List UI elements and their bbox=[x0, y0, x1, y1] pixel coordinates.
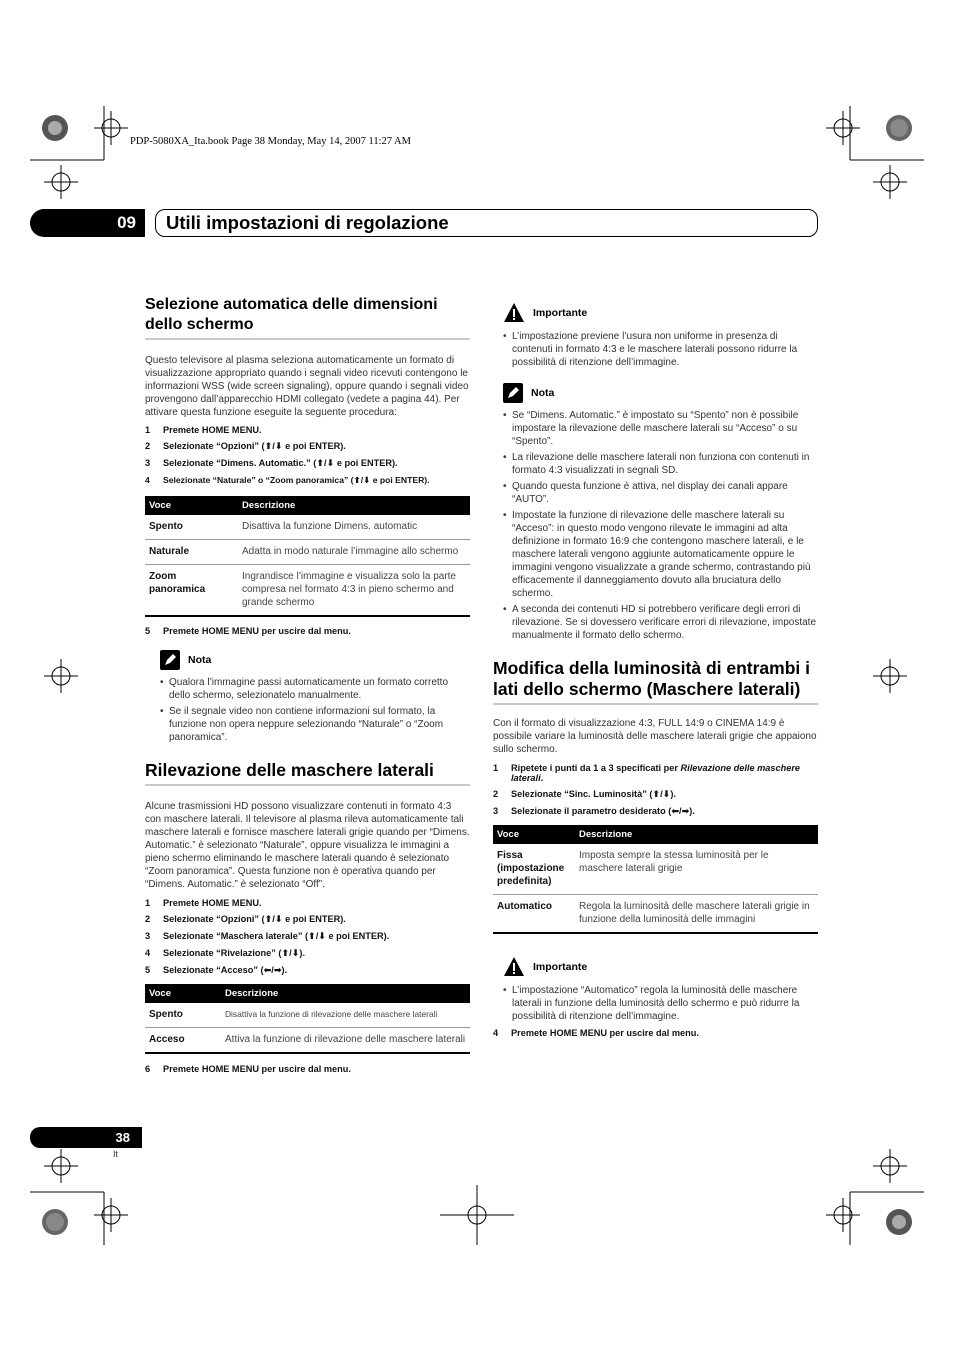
warning-icon bbox=[503, 956, 525, 978]
table-row: Fissa (impostazione predefinita) Imposta sempre la stessa luminosità per le maschere laterali grigie bbox=[493, 844, 818, 895]
language-code: It bbox=[113, 1149, 119, 1159]
note-item: • Quando questa funzione è attiva, nel display dei canali appare “AUTO”. bbox=[503, 480, 818, 506]
step-list bbox=[493, 1028, 818, 1038]
important-label: Importante bbox=[533, 307, 588, 319]
step-item: 3 Selezionate “Dimens. Automatic.” (⬆/⬇ e poi ENTER). bbox=[145, 458, 398, 468]
book-info-line: PDP-5080XA_Ita.book Page 38 Monday, May 14, 2007 11:27 AM bbox=[130, 136, 411, 147]
step-item: 4 Selezionate “Naturale” o “Zoom panoramica” (⬆/⬇ e poi ENTER). bbox=[145, 475, 430, 485]
options-table bbox=[493, 825, 818, 934]
note-item: • La rilevazione delle maschere laterali non funziona con contenuti in formato 4:3 visualizzati in segnali SD. bbox=[503, 451, 818, 477]
step-item: 2 Selezionate “Sinc. Luminosità” (⬆/⬇). bbox=[493, 789, 676, 799]
section-title-brightness: Modifica della luminosità di entrambi i lati dello schermo (Maschere laterali) bbox=[493, 658, 818, 705]
step-item: 1 Premete HOME MENU. bbox=[145, 898, 262, 908]
note-item: • Qualora l’immagine passi automaticamente un formato corretto dello schermo, selezionatelo manualmente. bbox=[160, 676, 470, 702]
section-intro: Con il formato di visualizzazione 4:3, FULL 14:9 o CINEMA 14:9 è possibile variare la luminosità delle maschere laterali grigie che appaiono sullo schermo. bbox=[493, 718, 817, 755]
options-table bbox=[145, 984, 470, 1054]
note-label: Nota bbox=[531, 387, 555, 399]
important-list bbox=[503, 330, 818, 369]
step-item: 6 Premete HOME MENU per uscire dal menu. bbox=[145, 1064, 351, 1074]
warning-icon bbox=[503, 302, 525, 324]
table-row: Spento Disattiva la funzione Dimens. automatic bbox=[145, 515, 470, 540]
cross-reference: Rilevazione delle maschere laterali bbox=[511, 763, 801, 783]
table-header: Descrizione bbox=[575, 825, 818, 844]
step-item: 4 Premete HOME MENU per uscire dal menu. bbox=[493, 1028, 699, 1038]
right-column bbox=[493, 302, 818, 1044]
step-item: 2 Selezionate “Opzioni” (⬆/⬇ e poi ENTER). bbox=[145, 914, 346, 924]
step-list bbox=[145, 425, 470, 486]
note-list bbox=[160, 676, 470, 744]
step-list bbox=[145, 1064, 470, 1074]
table-header: Descrizione bbox=[238, 496, 470, 515]
chapter-number: 09 bbox=[30, 209, 145, 237]
note-item: • Se “Dimens. Automatic.” è impostato su “Spento” non è possibile impostare la rilevazione delle maschere laterali su “Acceso” o su “Spento”. bbox=[503, 409, 818, 448]
section-intro: Alcune trasmissioni HD possono visualizzare contenuti in formato 4:3 con maschere laterali. Il televisore al plasma rileva automaticamente tali maschere laterali e fornisce maschere laterali grigie quando per “Dimens. Automatic.” è selezionato “Naturale”, oppure visualizza le immagini a pieno schermo eliminando le maschere laterali quando è selezionato “Zoom panoramica”. Questa funzione non è operativa quando per “Dimens. Automatic.” è selezionato “Off”. bbox=[145, 801, 470, 890]
note-label: Nota bbox=[188, 654, 212, 666]
note-list bbox=[503, 409, 818, 642]
step-list bbox=[145, 626, 470, 636]
note-item: • Impostate la funzione di rilevazione delle maschere laterali su “Acceso”: in questo modo vengono rilevate le immagini ad alta definizione in formato 16:9 che contengono maschere laterali, e le maschere laterali vengono aggiunte automaticamente oppure le immagini vengono visualizzate a grande schermo, contrastando più efficacemente il danneggiamento dovuto alla bruciatura dello schermo. bbox=[503, 509, 818, 600]
important-list bbox=[503, 984, 818, 1023]
step-list bbox=[493, 763, 818, 817]
step-item: 4 Selezionate “Rivelazione” (⬆/⬇). bbox=[145, 948, 306, 958]
pencil-icon bbox=[503, 383, 523, 403]
section-title-side-masks: Rilevazione delle maschere laterali bbox=[145, 760, 470, 786]
table-header: Voce bbox=[493, 825, 575, 844]
table-row: Acceso Attiva la funzione di rilevazione delle maschere laterali bbox=[145, 1028, 470, 1054]
note-heading bbox=[160, 650, 470, 670]
note-item: • A seconda dei contenuti HD si potrebbero verificare degli errori di rilevazione. Se si dovessero verificare errori di rilevazione, impostate manualmente il formato dello schermo. bbox=[503, 603, 818, 642]
section-intro: Questo televisore al plasma seleziona automaticamente un formato di visualizzazione appropriato quando i segnali video ricevuti contengono le informazioni WSS (wide screen signaling), oppure quando i segnali video provengono dall’apparecchio HDMI collegato (vedete a pagina 44). Per attivare questa funzione eseguite la seguente procedura: bbox=[145, 355, 469, 418]
chapter-title: Utili impostazioni di regolazione bbox=[155, 209, 818, 237]
step-item: 3 Selezionate “Maschera laterale” (⬆/⬇ e poi ENTER). bbox=[145, 931, 390, 941]
table-row: Spento Disattiva la funzione di rilevazione delle maschere laterali bbox=[145, 1003, 470, 1028]
important-item: • L’impostazione “Automatico” regola la luminosità delle maschere laterali in funzione della luminosità dello schermo e può ridurre la possibilità di ritenzione dell’immagine. bbox=[503, 984, 818, 1023]
step-item: 5 Premete HOME MENU per uscire dal menu. bbox=[145, 626, 351, 636]
step-item: 1 Ripetete i punti da 1 a 3 specificati per Rilevazione delle maschere laterali. bbox=[493, 763, 801, 783]
note-heading bbox=[503, 383, 818, 403]
important-item: • L’impostazione previene l’usura non uniforme in presenza di contenuti in formato 4:3 e le maschere laterali possono ridurre la possibilità di ritenzione dell’immagine. bbox=[503, 330, 818, 369]
page-number: 38 bbox=[30, 1127, 142, 1148]
section-title-auto-size: Selezione automatica delle dimensioni dello schermo bbox=[145, 295, 470, 340]
important-heading bbox=[503, 302, 818, 324]
left-column bbox=[145, 295, 470, 1080]
important-label: Importante bbox=[533, 961, 588, 973]
step-item: 2 Selezionate “Opzioni” (⬆/⬇ e poi ENTER). bbox=[145, 441, 346, 451]
table-row: Naturale Adatta in modo naturale l’immagine allo schermo bbox=[145, 540, 470, 565]
important-heading bbox=[503, 956, 818, 978]
options-table bbox=[145, 496, 470, 617]
table-row: Automatico Regola la luminosità delle maschere laterali grigie in funzione della luminosità delle immagini bbox=[493, 895, 818, 934]
table-header: Voce bbox=[145, 984, 221, 1003]
table-header: Descrizione bbox=[221, 984, 470, 1003]
step-list bbox=[145, 898, 470, 976]
note-item: • Se il segnale video non contiene informazioni sul formato, la funzione non opera neppure selezionando “Naturale” o “Zoom panoramica”. bbox=[160, 705, 470, 744]
step-item: 1 Premete HOME MENU. bbox=[145, 425, 262, 435]
step-item: 3 Selezionate il parametro desiderato (⬅/➡). bbox=[493, 806, 695, 816]
step-item: 5 Selezionate “Acceso” (⬅/➡). bbox=[145, 965, 288, 975]
pencil-icon bbox=[160, 650, 180, 670]
table-row: Zoom panoramica Ingrandisce l’immagine e visualizza solo la parte compresa nel formato 4:3 in pieno schermo and grande schermo bbox=[145, 565, 470, 617]
table-header: Voce bbox=[145, 496, 238, 515]
